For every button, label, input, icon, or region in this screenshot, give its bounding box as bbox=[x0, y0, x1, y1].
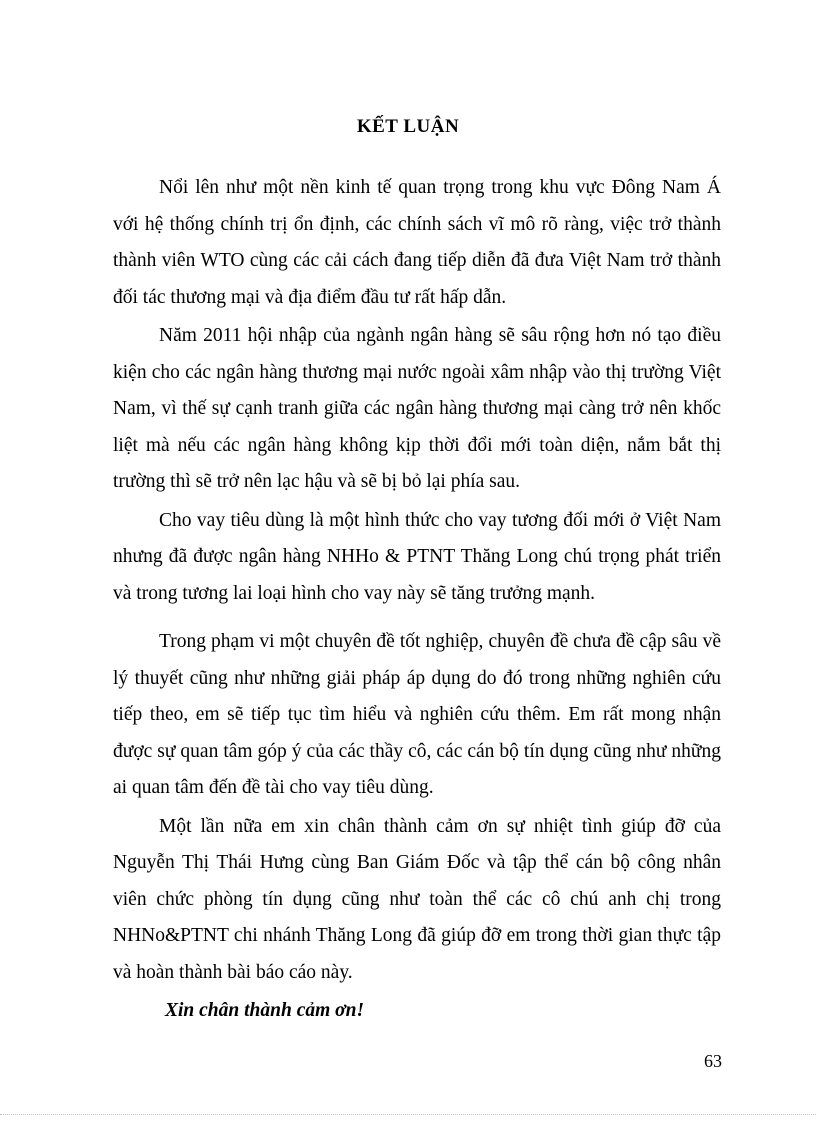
closing-line: Xin chân thành cảm ơn! bbox=[165, 1000, 365, 1021]
paragraph-scope: Trong phạm vi một chuyên đề tốt nghiệp, chuyên đề chưa đề cập sâu về lý thuyết cũng như những giải pháp áp dụng do đó trong những nghiên cứu tiếp theo, em sẽ tiếp tục tìm hiểu và nghiên cứu thêm. Em rất mong nhận được sự quan tâm góp ý của các thầy cô, các cán bộ tín dụng cũng như những ai quan tâm đến đề tài cho vay tiêu dùng. bbox=[113, 631, 721, 798]
page-number: 63 bbox=[704, 1051, 722, 1071]
page-bottom-divider bbox=[0, 1114, 816, 1115]
page-title: KẾT LUẬN bbox=[356, 115, 460, 137]
document-body bbox=[113, 170, 721, 1030]
paragraph-consumer-lending: Cho vay tiêu dùng là một hình thức cho vay tương đối mới ở Việt Nam nhưng đã được ngân hàng NHHo & PTNT Thăng Long chú trọng phát triển và trong tương lai loại hình cho vay này sẽ tăng trưởng mạnh. bbox=[113, 509, 721, 604]
paragraph-thanks: Một lần nữa em xin chân thành cảm ơn sự nhiệt tình giúp đỡ của Nguyễn Thị Thái Hưng cùng Ban Giám Đốc và tập thể cán bộ công nhân viên chức phòng tín dụng cũng như toàn thể các cô chú anh chị trong NHNo&PTNT chi nhánh Thăng Long đã giúp đỡ em trong thời gian thực tập và hoàn thành bài báo cáo này. bbox=[113, 815, 721, 983]
paragraph-intro: Nổi lên như một nền kinh tế quan trọng trong khu vực Đông Nam Á với hệ thống chính trị ổn định, các chính sách vĩ mô rõ ràng, việc trở thành thành viên WTO cùng các cải cách đang tiếp diễn đã đưa Việt Nam trở thành đối tác thương mại và địa điểm đầu tư rất hấp dẫn. bbox=[113, 177, 721, 308]
paragraph-integration: Năm 2011 hội nhập của ngành ngân hàng sẽ sâu rộng hơn nó tạo điều kiện cho các ngân hàng thương mại nước ngoài xâm nhập vào thị trường Việt Nam, vì thế sự cạnh tranh giữa các ngân hàng thương mại càng trở nên khốc liệt mà nếu các ngân hàng không kịp thời đổi mới toàn diện, nắm bắt thị trường thì sẽ trở nên lạc hậu và sẽ bị bỏ lại phía sau. bbox=[113, 325, 721, 492]
